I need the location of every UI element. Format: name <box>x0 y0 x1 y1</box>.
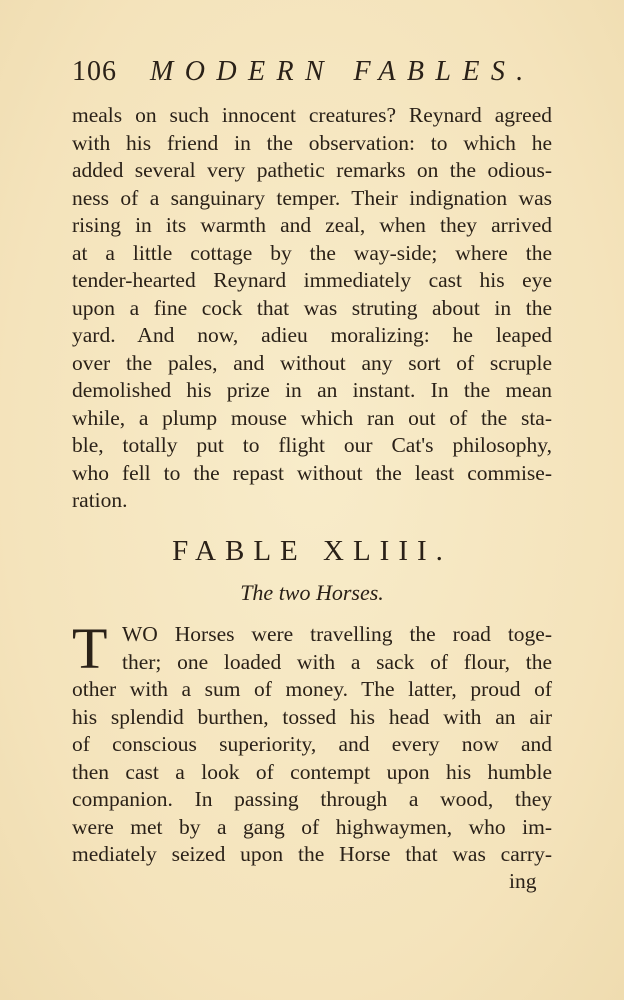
text-line: with his friend in the observation: to which he <box>72 130 552 155</box>
text-line: demolished his prize in an instant. In the mean <box>72 378 552 402</box>
text-line: yard. And now, adieu moralizing: he leaped <box>72 323 552 347</box>
text-line: WO Horses were travelling the road toge- <box>122 622 552 646</box>
text-line: his splendid burthen, tossed his head with an air <box>72 704 552 729</box>
page-number: 106 <box>72 56 117 87</box>
text-line: then cast a look of contempt upon his humble <box>72 759 552 784</box>
running-head: MODERN FABLES. <box>150 56 535 87</box>
catchword: ing <box>509 869 537 893</box>
drop-cap: T <box>72 616 108 681</box>
drop-cap-paragraph-start <box>72 616 552 681</box>
text-line: meals on such innocent creatures? Reynard agreed <box>72 103 552 127</box>
text-line: of conscious superiority, and every now and <box>72 732 552 756</box>
fable-subtitle: The two Horses. <box>240 580 384 605</box>
text-line: who fell to the repast without the least commise- <box>72 460 552 485</box>
text-line: while, a plump mouse which ran out of the sta- <box>72 405 552 430</box>
text-line: tender-hearted Reynard immediately cast his eye <box>72 268 552 292</box>
text-line: ble, totally put to flight our Cat's philosophy, <box>72 433 552 457</box>
text-line: upon a fine cock that was struting about in the <box>72 295 552 320</box>
fable-title: FABLE XLIII. <box>172 535 452 567</box>
text-line: over the pales, and without any sort of scruple <box>72 350 552 375</box>
text-line: mediately seized upon the Horse that was carry- <box>72 842 552 866</box>
text-line: ration. <box>72 488 128 512</box>
text-line: ness of a sanguinary temper. Their indignation was <box>72 185 552 210</box>
continuation-text <box>72 102 552 515</box>
text-line: at a little cottage by the way-side; where the <box>72 240 552 265</box>
text-line: added several very pathetic remarks on the odious- <box>72 158 552 182</box>
text-line: ther; one loaded with a sack of flour, the <box>122 649 552 674</box>
text-line: were met by a gang of highwaymen, who im- <box>72 814 552 839</box>
page-header <box>72 56 534 92</box>
fable-text <box>72 616 552 869</box>
text-line: other with a sum of money. The latter, proud of <box>72 677 552 701</box>
text-line: companion. In passing through a wood, they <box>72 787 552 811</box>
text-line: rising in its warmth and zeal, when they arrived <box>72 213 552 237</box>
